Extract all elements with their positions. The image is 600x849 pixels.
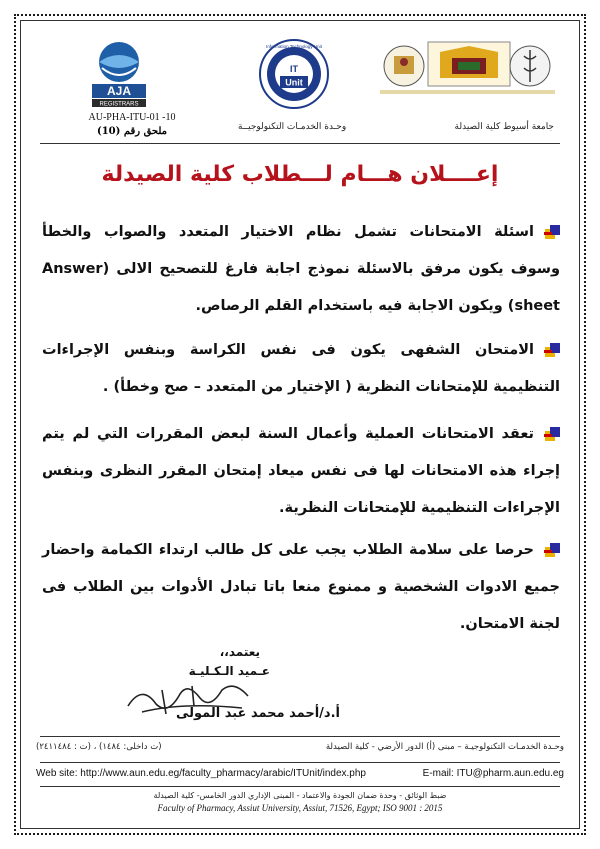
- quality-line: ضبط الوثائق - وحدة ضمان الجودة والاعتماد - المبنى الإداري الدور الخامس- كلية الصيدلة: [153, 791, 447, 800]
- bullet-icon: [542, 225, 560, 239]
- faculty-line: Faculty of Pharmacy, Assiut University, Assiut, 71526, Egypt; ISO 9001 : 2015: [157, 803, 443, 813]
- email-link[interactable]: E-mail: ITU@pharm.aun.edu.eg: [422, 768, 564, 779]
- bullet-icon: [542, 343, 560, 357]
- aja-logo-subtext: REGISTRARS: [99, 101, 139, 108]
- footer-address-text: وحـدة الخدمـات التكنولوجيـة – مبنى (أ) الدور الأرضي - كلية الصيدلة: [325, 742, 564, 752]
- footer-divider-mid: [40, 762, 560, 763]
- unit-name: وحـدة الخدمـات التكنولوجيــة: [238, 122, 347, 132]
- bullet-icon: [542, 427, 560, 441]
- footer-divider-top: [40, 736, 560, 737]
- footer-contact: [36, 768, 564, 779]
- document-code: AU-PHA-ITU-01 -10: [88, 112, 176, 123]
- announcement-title: إعــــلان هـــام لـــطلاب كلية الصيدلة: [101, 162, 499, 187]
- paragraph-1-text: اسئلة الامتحانات تشمل نظام الاختيار المتعدد والصواب والخطأ وسوف يكون مرفق بالاسئلة نموذج اجابة فارغ للتصحيح الالى (Answer sheet) ويكون الاجابة فيه باستخدام القلم الرصاص.: [42, 224, 560, 314]
- dean-name: أ.د/أحمد محمد عبد المولى: [175, 706, 340, 721]
- it-logo-it: IT: [290, 64, 298, 74]
- paragraph-4-text: حرصا على سلامة الطلاب يجب على كل طالب ارتداء الكمامة واحضار جميع الادوات الشخصية و ممنوع منعا باتا تبادل الأدوات بين الطلاب فى لجنة الامتحان.: [42, 542, 560, 632]
- footer-address: [36, 742, 564, 752]
- annex-number: ملحق رقم (10): [96, 126, 168, 137]
- paragraph-3-text: تعقد الامتحانات العملية وأعمال السنة لبعض المقررات التي لم يتم إجراء هذه الامتحانات لها فى نفس ميعاد إمتحان المقرر النظرى وبنفس الإجراءات التنظيمية للإمتحانات النظرية.: [42, 426, 560, 516]
- header-divider: [40, 143, 560, 144]
- paragraph-2-text: الامتحان الشفهى يكون فى نفس الكراسة وبنفس الإجراءات التنظيمية للإمتحانات النظرية ( الإختيار من المتعدد – صح وخطأ) .: [42, 342, 560, 395]
- paragraph-4: [42, 532, 560, 643]
- university-logos: [380, 38, 555, 98]
- it-unit-logo: [258, 38, 330, 110]
- website-link[interactable]: Web site: http://www.aun.edu.eg/faculty_pharmacy/arabic/ITUnit/index.php: [36, 768, 366, 779]
- approval-label: يعتمد،،: [219, 645, 260, 659]
- footer-divider-bottom: [40, 786, 560, 787]
- it-logo-unit: Unit: [285, 77, 303, 88]
- dean-title: عـميد الـكـليـة: [188, 664, 270, 678]
- aja-logo-text: AJA: [106, 84, 132, 98]
- university-name: جامعة أسيوط كلية الصيدلة: [454, 122, 554, 132]
- bullet-icon: [542, 543, 560, 557]
- paragraph-2: [42, 332, 560, 406]
- paragraph-3: [42, 416, 560, 527]
- footer-phone: (ت داخلى: ١٤٨٤) ، (ت : ٢٤١١٤٨٤): [36, 742, 162, 752]
- it-logo-ring-text: Information Technology Unit: [266, 44, 322, 49]
- aja-logo: [78, 38, 160, 112]
- paragraph-1: [42, 214, 560, 325]
